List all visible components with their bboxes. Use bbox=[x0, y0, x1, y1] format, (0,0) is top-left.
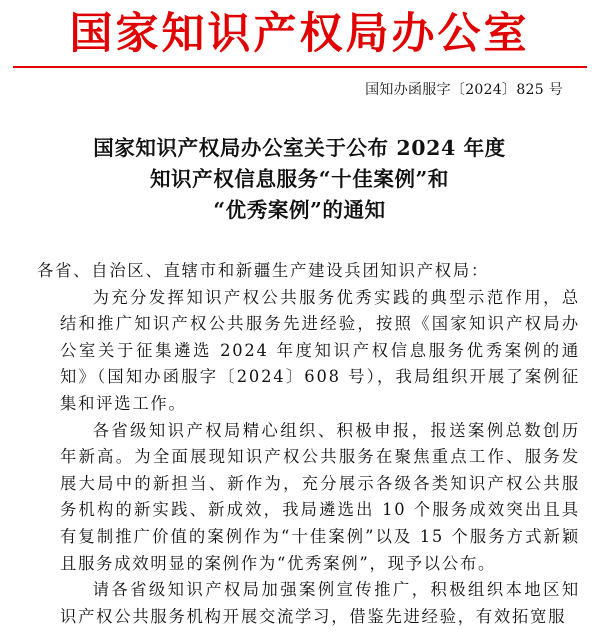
paragraph-2: 各省级知识产权局精心组织、积极申报，报送案例总数创历年新高。为全面展现知识产权公共服务在聚焦重点工作、服务发展大局中的新担当、新作为，充分展示各级各类知识产权公共服务机构的新实践、新成效，我局遴选出 10 个服务成效突出且具有复制推广价值的案例作为“十佳案例”以及 15 个服务方式新颖且服务成效明显的案例作为“优秀案例”，现予以公布。 bbox=[60, 420, 580, 573]
title-line-1: 国家知识产权局办公室关于公布 2024 年度 bbox=[93, 136, 506, 160]
paragraph-3: 请各省级知识产权局加强案例宣传推广，积极组织本地区知识产权公共服务机构开展交流学习，借鉴先进经验，有效拓宽服 bbox=[60, 580, 580, 626]
paragraph-1: 为充分发挥知识产权公共服务优秀实践的典型示范作用，总结和推广知识产权公共服务先进经验，按照《国家知识产权局办公室关于征集遴选 2024 年度知识产权信息服务优秀案例的通知》（国知办函服字〔2024〕608 号），我局组织开展了案例征集和评选工作。 bbox=[60, 287, 580, 413]
salutation: 各省、自治区、直辖市和新疆生产建设兵团知识产权局： bbox=[37, 261, 490, 280]
issuing-office-header: 国家知识产权局办公室 bbox=[69, 9, 530, 59]
title-line-2: 知识产权信息服务“十佳案例”和 bbox=[149, 167, 450, 191]
document-body bbox=[37, 258, 580, 630]
document-number: 国知办函服字〔2024〕825 号 bbox=[365, 82, 563, 98]
document-title bbox=[0, 133, 599, 226]
red-separator-line bbox=[13, 66, 587, 68]
title-line-3: “优秀案例”的通知 bbox=[213, 198, 386, 222]
